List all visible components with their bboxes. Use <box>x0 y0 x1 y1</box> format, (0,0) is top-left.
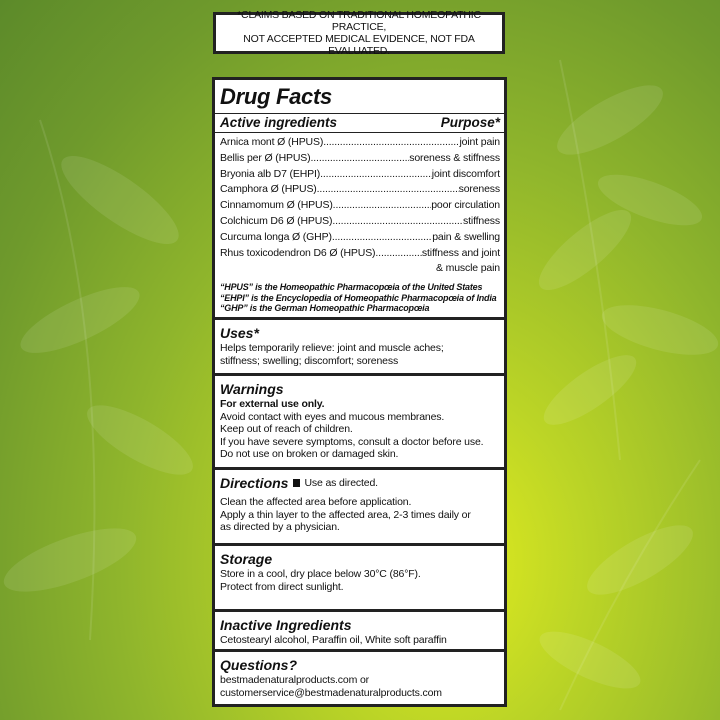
warning-line: Avoid contact with eyes and mucous membranes. <box>220 410 445 423</box>
warnings-external-use: For external use only. <box>220 398 325 410</box>
ingredient-row <box>220 246 500 262</box>
ingredient-row <box>220 135 500 151</box>
storage-line: Store in a cool, dry place below 30°C (86°F). <box>220 568 421 580</box>
inactive-ingredients-heading: Inactive Ingredients <box>220 617 352 633</box>
ingredient-purpose: soreness & stiffness <box>409 151 500 164</box>
bullet-square-icon <box>293 479 300 487</box>
ingredient-name: Curcuma longa Ø (GHP) <box>220 230 332 243</box>
directions-heading: Directions <box>220 475 289 491</box>
note-ehpi: “EHPI” is the Encyclopedia of Homeopathic Pharmacopœia of India <box>220 292 497 303</box>
ingredient-name: Bellis per Ø (HPUS) <box>220 151 311 164</box>
ingredient-purpose: pain & swelling <box>432 230 500 243</box>
questions-heading: Questions? <box>220 657 298 673</box>
ingredient-row <box>220 182 500 198</box>
questions-website: bestmadenaturalproducts.com or <box>220 674 369 686</box>
directions-short: Use as directed. <box>304 476 378 489</box>
ingredient-row <box>220 167 500 183</box>
directions-line: Clean the affected area before application. <box>220 496 412 508</box>
ingredient-row <box>220 214 500 230</box>
directions-line: Apply a thin layer to the affected area, 2-3 times daily or <box>220 508 471 521</box>
storage-line: Protect from direct sunlight. <box>220 580 344 593</box>
inactive-ingredients-section <box>215 612 504 652</box>
storage-section <box>215 546 504 612</box>
ingredient-name: Cinnamomum Ø (HPUS) <box>220 199 333 212</box>
questions-section <box>215 652 504 710</box>
claims-line-1: *CLAIMS BASED ON TRADITIONAL HOMEOPATHIC PRACTICE, <box>237 9 481 33</box>
storage-heading: Storage <box>220 551 273 567</box>
uses-heading: Uses* <box>220 325 259 341</box>
ingredient-name: Colchicum D6 Ø (HPUS) <box>220 214 333 227</box>
claims-line-2: NOT ACCEPTED MEDICAL EVIDENCE, NOT FDA EVALUATED. <box>243 33 475 57</box>
uses-section <box>215 320 504 376</box>
warning-line: If you have severe symptoms, consult a doctor before use. <box>220 435 484 448</box>
note-hpus: “HPUS” is the Homeopathic Pharmacopœia of the United States <box>220 282 483 293</box>
directions-section <box>215 470 504 546</box>
active-ingredients-section <box>215 80 504 320</box>
inactive-ingredients-text: Cetostearyl alcohol, Paraffin oil, White soft paraffin <box>220 634 447 646</box>
warnings-section <box>215 376 504 470</box>
ingredient-purpose: poor circulation <box>431 199 500 212</box>
ingredient-purpose: stiffness <box>463 214 500 227</box>
ingredient-row <box>220 198 500 214</box>
ingredient-purpose-continuation: & muscle pain <box>436 262 500 275</box>
ingredient-row <box>220 151 500 167</box>
ingredient-name: Camphora Ø (HPUS) <box>220 183 317 196</box>
ingredient-name: Rhus toxicodendron D6 Ø (HPUS) <box>220 246 376 259</box>
ingredient-name: Bryonia alb D7 (EHPI) <box>220 167 321 180</box>
drug-facts-panel <box>212 77 507 707</box>
drug-facts-title: Drug Facts <box>220 84 332 109</box>
uses-line: stiffness; swelling; discomfort; soreness <box>220 354 399 367</box>
warning-line: Do not use on broken or damaged skin. <box>220 448 399 460</box>
note-ghp: “GHP” is the German Homeopathic Pharmacopœia <box>220 303 430 314</box>
uses-line: Helps temporarily relieve: joint and muscle aches; <box>220 342 444 354</box>
ingredient-purpose: joint pain <box>459 136 500 148</box>
directions-line: as directed by a physician. <box>220 521 340 533</box>
ingredient-name: Arnica mont Ø (HPUS) <box>220 136 324 148</box>
purpose-heading: Purpose* <box>440 115 500 130</box>
questions-email: customerservice@bestmadenaturalproducts.com <box>220 686 442 699</box>
claims-disclaimer-box <box>213 9 505 57</box>
ingredient-purpose: joint discomfort <box>431 167 500 180</box>
ingredients-divider <box>215 132 504 133</box>
warning-line: Keep out of reach of children. <box>220 423 353 435</box>
ingredient-purpose: soreness <box>458 183 500 196</box>
ingredient-purpose: stiffness and joint <box>421 246 500 259</box>
title-divider <box>215 113 504 114</box>
active-ingredients-heading: Active ingredients <box>220 115 338 130</box>
warnings-heading: Warnings <box>220 381 284 397</box>
ingredient-row <box>220 230 500 246</box>
pharmacopoeia-notes <box>220 282 500 314</box>
